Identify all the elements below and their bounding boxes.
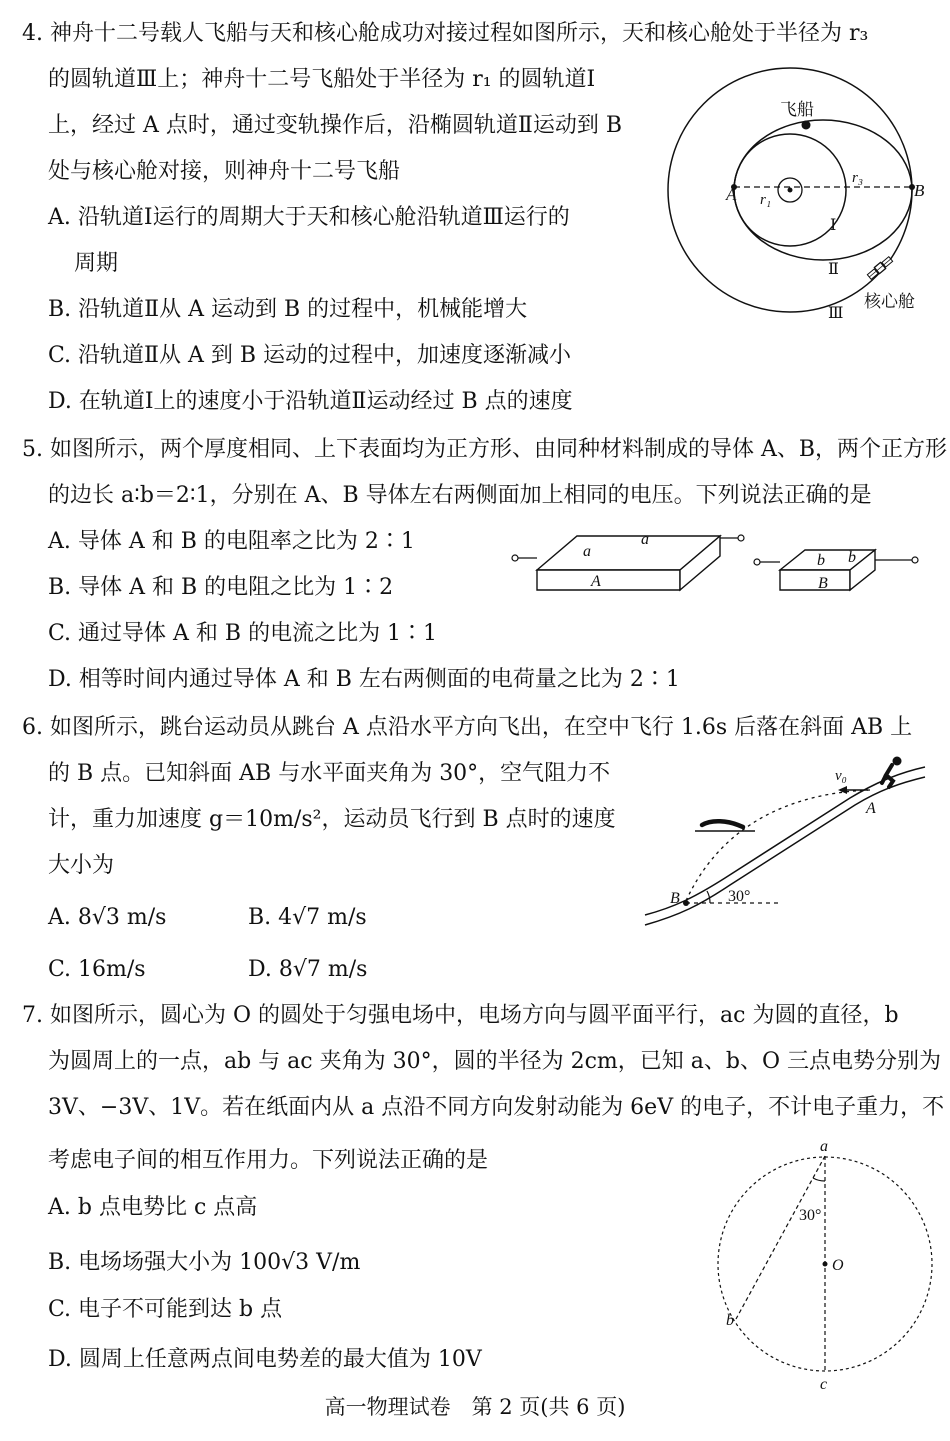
q5-stem-line-2: 的边长 a∶b＝2∶1，分别在 A、B 导体左右两侧面加上相同的电压。下列说法正确的是 bbox=[48, 483, 872, 508]
label-a: A bbox=[726, 185, 737, 204]
q7-option-b: B. 电场场强大小为 100√3 V/m bbox=[48, 1250, 361, 1275]
label-r1: r₁ bbox=[760, 192, 772, 208]
q7-stem-line-1: 7. 如图所示，圆心为 O 的圆处于匀强电场中，电场方向与圆平面平行，ac 为圆的直径，b bbox=[22, 1003, 899, 1028]
q7-stem-line-3: 3V、−3V、1V。若在纸面内从 a 点沿不同方向发射动能为 6eV 的电子，不计电子重力，不 bbox=[48, 1095, 945, 1120]
label-side-b-1: b bbox=[817, 552, 825, 569]
q7-option-a: A. b 点电势比 c 点高 bbox=[48, 1195, 258, 1220]
q6-stem-line-3: 计，重力加速度 g＝10m/s²，运动员飞行到 B 点时的速度 bbox=[48, 807, 616, 832]
q7-option-c: C. 电子不可能到达 b 点 bbox=[48, 1297, 283, 1322]
station-label: 核心舱 bbox=[864, 292, 915, 311]
conductor-a bbox=[512, 535, 744, 590]
label-side-a-2: a bbox=[641, 531, 649, 548]
q5-stem-line-1: 5. 如图所示，两个厚度相同、上下表面均为正方形、由同种材料制成的导体 A、B，两个正方形 bbox=[22, 437, 948, 462]
q7-option-d: D. 圆周上任意两点间电势差的最大值为 10V bbox=[48, 1347, 482, 1372]
q4-option-c: C. 沿轨道Ⅱ从 A 到 B 运动的过程中，加速度逐渐减小 bbox=[48, 343, 572, 368]
q5-option-c: C. 通过导体 A 和 B 的电流之比为 1∶1 bbox=[48, 621, 438, 646]
q6-stem-line-1: 6. 如图所示，跳台运动员从跳台 A 点沿水平方向飞出，在空中飞行 1.6s 后落在斜面 AB 上 bbox=[22, 715, 913, 740]
label-r3: r₃ bbox=[852, 170, 864, 186]
q4-option-a-cont: 周期 bbox=[74, 251, 119, 276]
q4-stem-line-3: 上，经过 A 点时，通过变轨操作后，沿椭圆轨道Ⅱ运动到 B bbox=[48, 113, 622, 138]
flying-athlete-icon bbox=[695, 821, 755, 831]
q6-option-d: D. 8√7 m/s bbox=[248, 957, 368, 982]
q4-stem-line-1: 4. 神舟十二号载人飞船与天和核心舱成功对接过程如图所示，天和核心舱处于半径为 r₃ bbox=[22, 21, 869, 46]
q5-option-a: A. 导体 A 和 B 的电阻率之比为 2∶1 bbox=[48, 529, 415, 554]
label-a: A bbox=[866, 800, 876, 817]
slope-lower bbox=[645, 767, 925, 915]
page-footer: 高一物理试卷 第 2 页(共 6 页) bbox=[324, 1395, 626, 1419]
angle-arc bbox=[813, 1178, 825, 1181]
label-a: a bbox=[820, 1138, 828, 1155]
q4-option-b: B. 沿轨道Ⅱ从 A 运动到 B 的过程中，机械能增大 bbox=[48, 297, 528, 322]
q4-stem-line-4: 处与核心舱对接，则神舟十二号飞船 bbox=[48, 159, 401, 184]
label-orbit-1: Ⅰ bbox=[830, 217, 837, 234]
label-orbit-3: Ⅲ bbox=[828, 305, 844, 322]
label-b: b bbox=[726, 1312, 734, 1329]
q6-stem-line-4: 大小为 bbox=[48, 853, 115, 878]
conductors-diagram bbox=[505, 522, 935, 602]
label-conductor-b: B bbox=[818, 575, 828, 592]
label-angle: 30° bbox=[728, 888, 751, 905]
label-v0: v₀ bbox=[835, 768, 847, 784]
station-icon bbox=[867, 256, 894, 280]
q4-stem-line-2: 的圆轨道Ⅲ上；神舟十二号飞船处于半径为 r₁ 的圆轨道Ⅰ bbox=[48, 67, 596, 92]
label-b: B bbox=[914, 181, 925, 200]
ship-dot bbox=[802, 121, 811, 130]
point-b-dot bbox=[683, 900, 689, 906]
q6-option-b: B. 4√7 m/s bbox=[248, 905, 367, 930]
label-conductor-a: A bbox=[591, 573, 601, 590]
q6-option-a: A. 8√3 m/s bbox=[48, 905, 167, 930]
q4-option-d: D. 在轨道Ⅰ上的速度小于沿轨道Ⅱ运动经过 B 点的速度 bbox=[48, 389, 573, 414]
q5-option-d: D. 相等时间内通过导体 A 和 B 左右两侧面的电荷量之比为 2∶1 bbox=[48, 667, 680, 692]
label-side-b-2: b bbox=[848, 549, 856, 566]
q6-stem-line-2: 的 B 点。已知斜面 AB 与水平面夹角为 30°，空气阻力不 bbox=[48, 761, 611, 786]
angle-arc bbox=[707, 891, 710, 903]
orbit-diagram bbox=[660, 60, 930, 330]
conductor-b bbox=[754, 550, 918, 590]
label-side-a-1: a bbox=[583, 543, 591, 560]
orbit-2 bbox=[734, 120, 912, 260]
label-o: O bbox=[832, 1257, 844, 1274]
athlete-icon bbox=[882, 757, 902, 788]
q5-option-b: B. 导体 A 和 B 的电阻之比为 1∶2 bbox=[48, 575, 394, 600]
q4-option-a: A. 沿轨道Ⅰ运行的周期大于天和核心舱沿轨道Ⅲ运行的 bbox=[48, 205, 570, 230]
ship-label: 飞船 bbox=[780, 100, 814, 119]
q6-option-c: C. 16m/s bbox=[48, 957, 146, 982]
q7-stem-line-2: 为圆周上的一点，ab 与 ac 夹角为 30°，圆的半径为 2cm，已知 a、b、O 三点电势分别为 bbox=[48, 1049, 942, 1074]
label-orbit-2: Ⅱ bbox=[828, 261, 839, 278]
earth-center bbox=[788, 188, 793, 193]
chord-ab bbox=[736, 1156, 825, 1319]
ski-jump-diagram bbox=[640, 755, 930, 930]
label-c: c bbox=[820, 1376, 828, 1392]
label-angle: 30° bbox=[799, 1207, 822, 1224]
q7-stem-line-4: 考虑电子间的相互作用力。下列说法正确的是 bbox=[48, 1148, 489, 1173]
circle-field-diagram bbox=[712, 1134, 937, 1392]
center-dot bbox=[823, 1262, 828, 1267]
label-b: B bbox=[670, 890, 680, 907]
